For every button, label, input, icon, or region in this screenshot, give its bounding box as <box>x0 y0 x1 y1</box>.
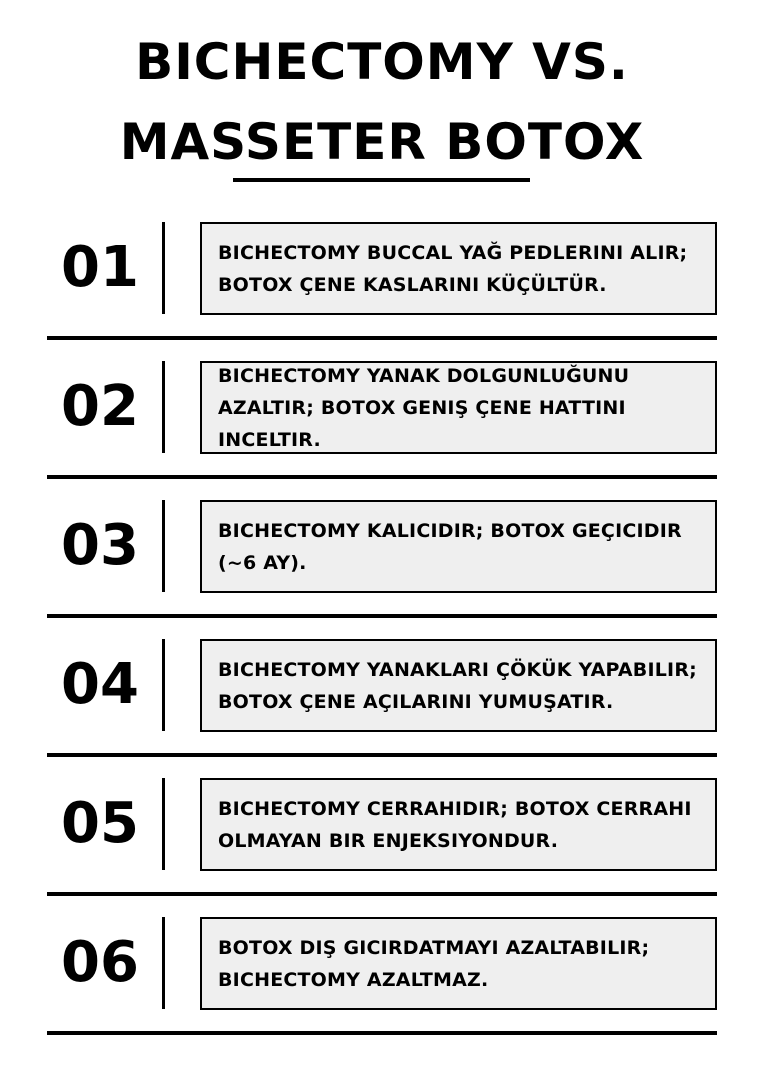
row-separator <box>47 614 717 618</box>
title-line-2: MASSETER BOTOX <box>119 113 645 171</box>
comparison-row-01 <box>0 222 764 361</box>
vertical-divider <box>162 222 165 314</box>
item-text: BICHECTOMY CERRAHIDIR; BOTOX CERRAHI OLMAYAN BIR ENJEKSIYONDUR. <box>218 797 692 852</box>
comparison-row-03 <box>0 500 764 639</box>
item-number: 02 <box>61 374 139 439</box>
vertical-divider <box>162 500 165 592</box>
comparison-row-02 <box>0 361 764 500</box>
item-number: 03 <box>61 513 139 578</box>
vertical-divider <box>162 361 165 453</box>
item-text: BICHECTOMY YANAK DOLGUNLUĞUNU AZALTIR; BOTOX GENIŞ ÇENE HATTINI INCELTIR. <box>218 364 630 451</box>
row-separator <box>47 336 717 340</box>
item-text: BOTOX DIŞ GICIRDATMAYI AZALTABILIR; BICHECTOMY AZALTMAZ. <box>218 936 650 991</box>
item-text: BICHECTOMY YANAKLARI ÇÖKÜK YAPABILIR; BOTOX ÇENE AÇILARINI YUMUŞATIR. <box>218 658 697 713</box>
item-number: 01 <box>61 235 139 300</box>
row-separator <box>47 892 717 896</box>
title-line-1: BICHECTOMY VS. <box>135 33 629 91</box>
item-text-box <box>200 639 717 732</box>
item-text-box <box>200 500 717 593</box>
row-separator <box>47 753 717 757</box>
vertical-divider <box>162 917 165 1009</box>
row-separator <box>47 1031 717 1035</box>
vertical-divider <box>162 639 165 731</box>
item-text-box <box>200 778 717 871</box>
item-number: 06 <box>61 930 139 995</box>
page-title <box>0 22 764 182</box>
title-underline <box>233 178 530 182</box>
item-text: BICHECTOMY KALICIDIR; BOTOX GEÇICIDIR (~6 AY). <box>218 519 682 574</box>
row-separator <box>47 475 717 479</box>
item-text: BICHECTOMY BUCCAL YAĞ PEDLERINI ALIR; BOTOX ÇENE KASLARINI KÜÇÜLTÜR. <box>218 241 688 296</box>
item-number: 05 <box>61 791 139 856</box>
item-text-box <box>200 917 717 1010</box>
vertical-divider <box>162 778 165 870</box>
item-text-box <box>200 361 717 454</box>
item-number: 04 <box>61 652 139 717</box>
comparison-row-06 <box>0 917 764 1056</box>
item-text-box <box>200 222 717 315</box>
comparison-row-05 <box>0 778 764 917</box>
comparison-row-04 <box>0 639 764 778</box>
